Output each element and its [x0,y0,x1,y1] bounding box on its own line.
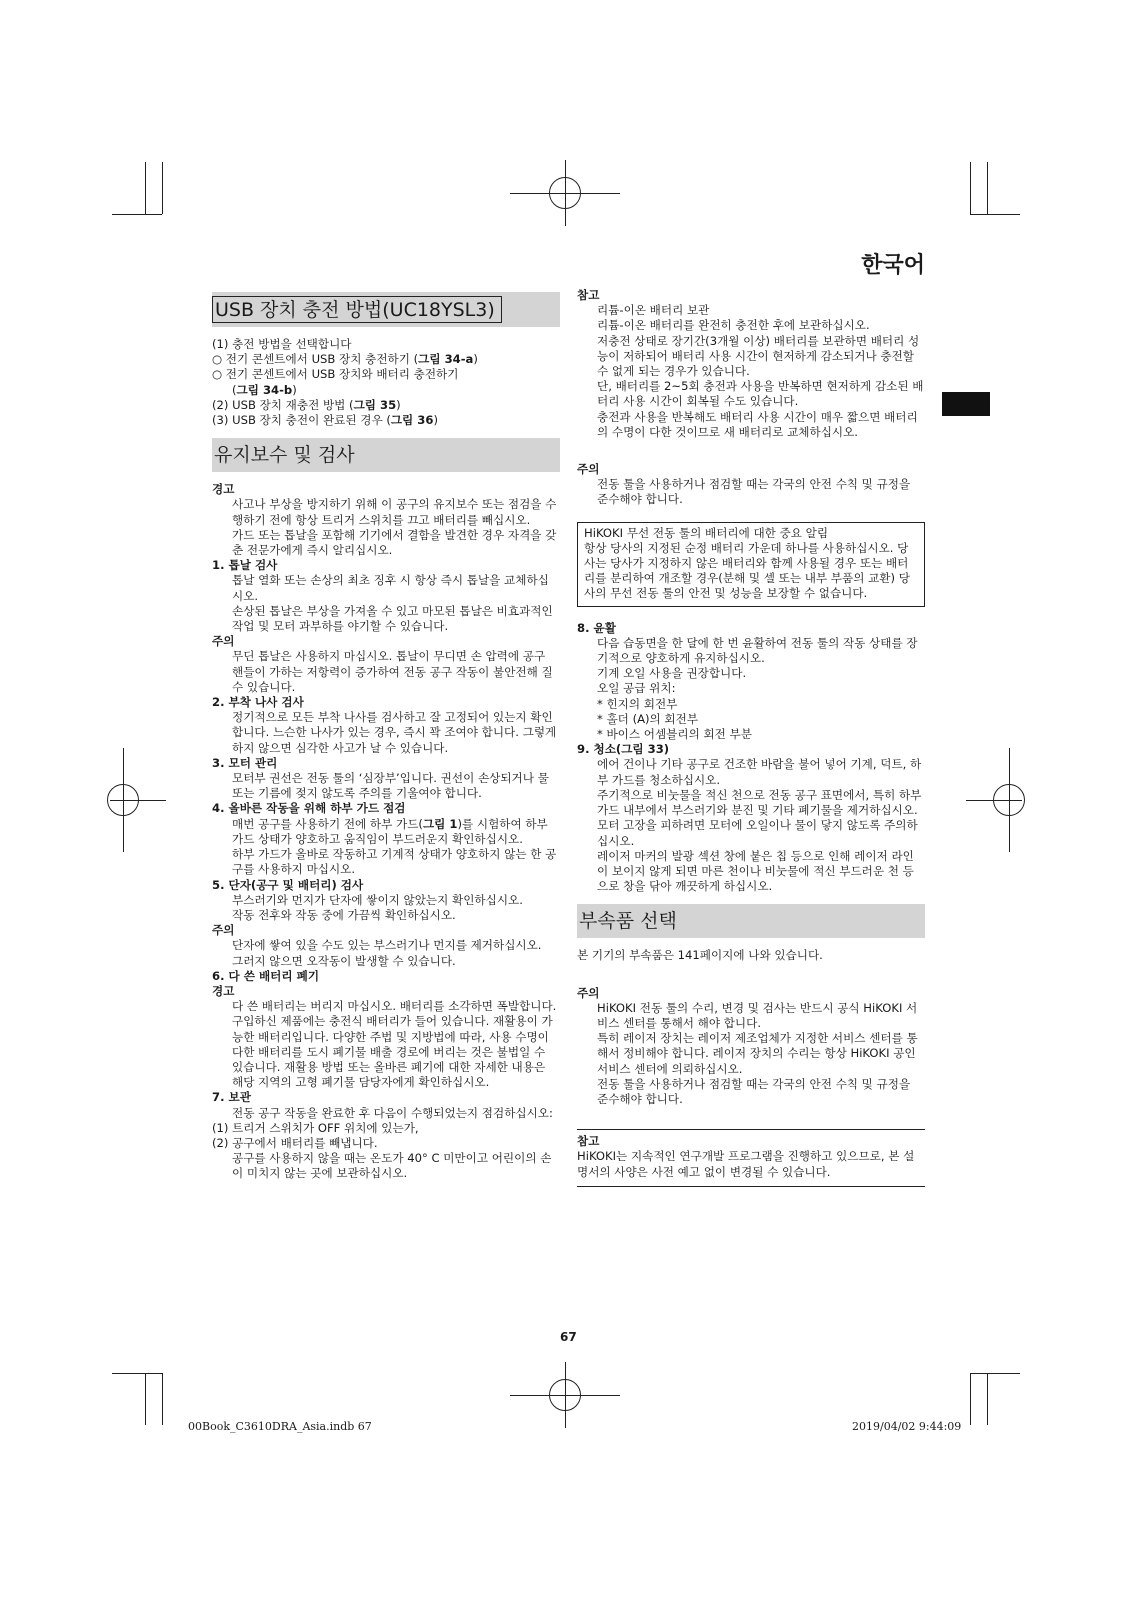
page-tab-marker [942,392,990,416]
step-1-text-2: 손상된 톱날은 부상을 가져올 수 있고 마모된 톱날은 비효과적인 작업 및 모터 과부하를 야기할 수 있습니다. [232,603,553,634]
step-2-heading: 2. 부착 나사 검사 [212,695,304,710]
step-9-text-3: 레이저 마커의 발광 섹션 창에 붙은 칩 등으로 인해 레이저 라인이 보이지 않게 되면 마른 천이나 비눗물에 적신 부드러운 천 등으로 창을 닦아 깨끗하게 하십시오. [597,848,914,894]
step-4-text-1: 매번 공구를 사용하기 전에 하부 가드(그림 1)를 시험하여 하부 가드 상태가 양호하고 움직임이 부드러운지 확인하십시오. [232,816,548,846]
note-heading: 참고 [577,288,600,302]
step-9-text-2: 주기적으로 비눗물을 적신 천으로 전동 공구 표면에서, 특히 하부 가드 내부에서 부스러기와 분진 및 기타 폐기물을 제거하십시오. 모터 고장을 피하려면 모터에 오일이나 물이 닿지 않도록 주의하십시오. [597,787,922,848]
accessories-text: 본 기기의 부속품은 141페이지에 나와 있습니다. [577,948,823,963]
step-3-text: 모터부 권선은 전동 툴의 ‘심장부’입니다. 권선이 손상되거나 물 또는 기름에 젖지 않도록 주의를 기울여야 합니다. [232,771,549,801]
step-8-bullet-2: * 홀더 (A)의 회전부 [597,711,699,726]
usb-option-a: ○ 전기 콘센트에서 USB 장치 충전하기 (그림 34-a) [212,352,478,367]
caution-3-text-2: 특히 레이저 장치는 레이저 제조업체가 지정한 서비스 센터를 통해서 정비해야 합니다. 레이저 장치의 수리는 항상 HiKOKI 공인 서비스 센터에 의뢰하십시오. [597,1031,918,1076]
caution-text: 무딘 톱날은 사용하지 마십시오. 톱날이 무디면 손 압력에 공구 핸들이 가하는 저항력이 증가하여 전동 공구 작동이 불안전해 질 수 있습니다. [232,649,553,694]
warning-2-text: 다 쓴 배터리는 버리지 마십시오. 배터리를 소각하면 폭발합니다. 구입하신 제품에는 충전식 배터리가 들어 있습니다. 재활용이 가능한 배터리입니다. 다양한 주법 및 지방법에 따라, 사용 수명이 다한 배터리를 도시 폐기물 배출 경로에 버리는 것은 불법일 수 있습니다. 재활용 방법 또는 올바른 폐기에 대한 자세한 내용은 해당 지역의 고형 폐기물 담당자에게 확인하십시오. [232,999,557,1090]
warning-2-heading: 경고 [212,983,235,998]
step-5-text-2: 작동 전후와 작동 중에 가끔씩 확인하십시오. [232,907,456,922]
page-number: 67 [560,1330,577,1344]
battery-notice-box [577,522,925,607]
step-8-text-2: 기계 오일 사용을 권장합니다. [597,666,747,681]
note-2-heading: 참고 [577,1134,600,1149]
note-text-2: 저충전 상태로 장기간(3개월 이상) 배터리를 보관하면 배터리 성능이 저하되어 배터리 사용 시간이 현저하게 감소되거나 충전할 수 없게 되는 경우가 있습니다. [597,333,920,379]
usb-section-title: USB 장치 충전 방법(UC18YSL3) [212,292,560,327]
step-8-bullet-1: * 힌지의 회전부 [597,696,678,711]
caution-text-right: 전동 툴을 사용하거나 점검할 때는 각국의 안전 수칙 및 규정을 준수해야 합니다. [597,477,911,507]
step-8-heading: 8. 윤활 [577,620,616,635]
step-5-heading: 5. 단자(공구 및 배터리) 검사 [212,877,364,892]
warning-text-1: 사고나 부상을 방지하기 위해 이 공구의 유지보수 또는 점검을 수행하기 전에 항상 트리거 스위치를 끄고 배터리를 빼십시오. [232,497,557,527]
usb-step-1: (1) 충전 방법을 선택합니다 [212,337,352,351]
step-4-heading: 4. 올바른 작동을 위해 하부 가드 점검 [212,801,406,816]
battery-notice-title: HiKOKI 무선 전동 툴의 배터리에 대한 중요 알림 [584,525,829,540]
step-8-text-1: 다음 습동면을 한 달에 한 번 윤활하여 전동 툴의 작동 상태를 장기적으로 양호하게 유지하십시오. [597,635,918,666]
step-7-heading: 7. 보관 [212,1090,251,1105]
step-1-heading: 1. 톱날 검사 [212,558,278,573]
warning-text-2: 가드 또는 톱날을 포함해 기기에서 결함을 발견한 경우 자격을 갖춘 전문가에게 즉시 알리십시오. [232,527,557,558]
step-7-item-1: (1) 트리거 스위치가 OFF 위치에 있는가, [212,1120,419,1135]
step-4-text-2: 하부 가드가 올바로 작동하고 기계적 상태가 양호하지 않는 한 공구를 사용하지 마십시오. [232,847,557,877]
footer-filename: 00Book_C3610DRA_Asia.indb 67 [188,1420,372,1433]
step-1-text-1: 톱날 열화 또는 손상의 최초 징후 시 항상 즉시 톱날을 교체하십시오. [232,573,549,603]
accessories-section-title: 부속품 선택 [577,904,925,938]
step-8-bullet-3: * 바이스 어셈블리의 회전 부분 [597,727,752,742]
step-2-text: 정기적으로 모든 부착 나사를 검사하고 잘 고정되어 있는지 확인합니다. 느슨한 나사가 있는 경우, 즉시 꽉 조여야 합니다. 그렇게 하지 않으면 심각한 사고가 날 수 있습니다. [232,710,557,755]
note-title: 리튬-이온 배터리 보관 [597,303,710,318]
step-7-item-2: (2) 공구에서 배터리를 빼냅니다. [212,1135,378,1150]
caution-3-heading: 주의 [577,985,600,1000]
step-8-text-3: 오일 공급 위치: [597,681,676,696]
step-7-item-3: 공구를 사용하지 않을 때는 온도가 40° C 미만이고 어린이의 손이 미치지 않는 곳에 보관하십시오. [232,1151,552,1181]
maintenance-section-title: 유지보수 및 검사 [212,438,560,472]
usb-step-3: (3) USB 장치 충전이 완료된 경우 (그림 36) [212,413,438,428]
divider-top [577,1129,925,1130]
language-label: 한국어 [861,253,925,278]
note-text-4: 충전과 사용을 반복해도 배터리 사용 시간이 매우 짧으면 배터리의 수명이 다한 것이므로 새 배터리로 교체하십시오. [597,409,918,439]
note-text-1: 리튬-이온 배터리를 완전히 충전한 후에 보관하십시오. [597,318,870,333]
caution-2-heading: 주의 [212,923,235,938]
note-text-3: 단, 배터리를 2~5회 충전과 사용을 반복하면 현저하게 감소된 배터리 사용 시간이 회복될 수도 있습니다. [597,379,924,409]
step-6-heading: 6. 다 쓴 배터리 폐기 [212,968,320,983]
step-3-heading: 3. 모터 관리 [212,755,278,770]
right-column [577,288,925,1187]
divider-bottom [577,1186,925,1187]
warning-heading: 경고 [212,482,235,497]
note-2-text: HiKOKI는 지속적인 연구개발 프로그램을 진행하고 있으므로, 본 설명서의 사양은 사전 예고 없이 변경될 수 있습니다. [577,1149,915,1179]
step-9-text-1: 에어 건이나 기타 공구로 건조한 바람을 불어 넣어 기계, 덕트, 하부 가드를 청소하십시오. [597,757,922,787]
caution-heading: 주의 [212,634,235,649]
left-column [212,292,560,1182]
usb-option-b: ○ 전기 콘센트에서 USB 장치와 배터리 충전하기 [212,367,459,382]
caution-2-text-2: 그러지 않으면 오작동이 발생할 수 있습니다. [232,953,456,968]
step-5-text-1: 부스러기와 먼지가 단자에 쌓이지 않았는지 확인하십시오. [232,892,523,907]
usb-option-b-ref: (그림 34-b) [232,382,297,397]
battery-notice-text: 항상 당사의 지정된 순정 배터리 가운데 하나를 사용하십시오. 당사는 당사가 지정하지 않은 배터리와 함께 사용될 경우 또는 배터리를 분리하여 개조할 경우(분해 및 셀 또는 내부 부품의 교환) 당사의 무선 전동 툴의 안전 및 성능을 보장할 수 없습니다. [584,540,910,601]
caution-3-text-3: 전동 툴을 사용하거나 점검할 때는 각국의 안전 수칙 및 규정을 준수해야 합니다. [597,1076,911,1106]
caution-2-text-1: 단자에 쌓여 있을 수도 있는 부스러기나 먼지를 제거하십시오. [232,938,542,953]
step-9-heading: 9. 청소(그림 33) [577,742,670,757]
caution-heading-right: 주의 [577,462,600,477]
usb-step-2: (2) USB 장치 재충전 방법 (그림 35) [212,397,401,412]
caution-3-text-1: HiKOKI 전동 툴의 수리, 변경 및 검사는 반드시 공식 HiKOKI 서비스 센터를 통해서 해야 합니다. [597,1000,918,1030]
step-7-text: 전동 공구 작동을 완료한 후 다음이 수행되었는지 점검하십시오: [232,1105,553,1120]
footer-timestamp: 2019/04/02 9:44:09 [852,1420,962,1433]
